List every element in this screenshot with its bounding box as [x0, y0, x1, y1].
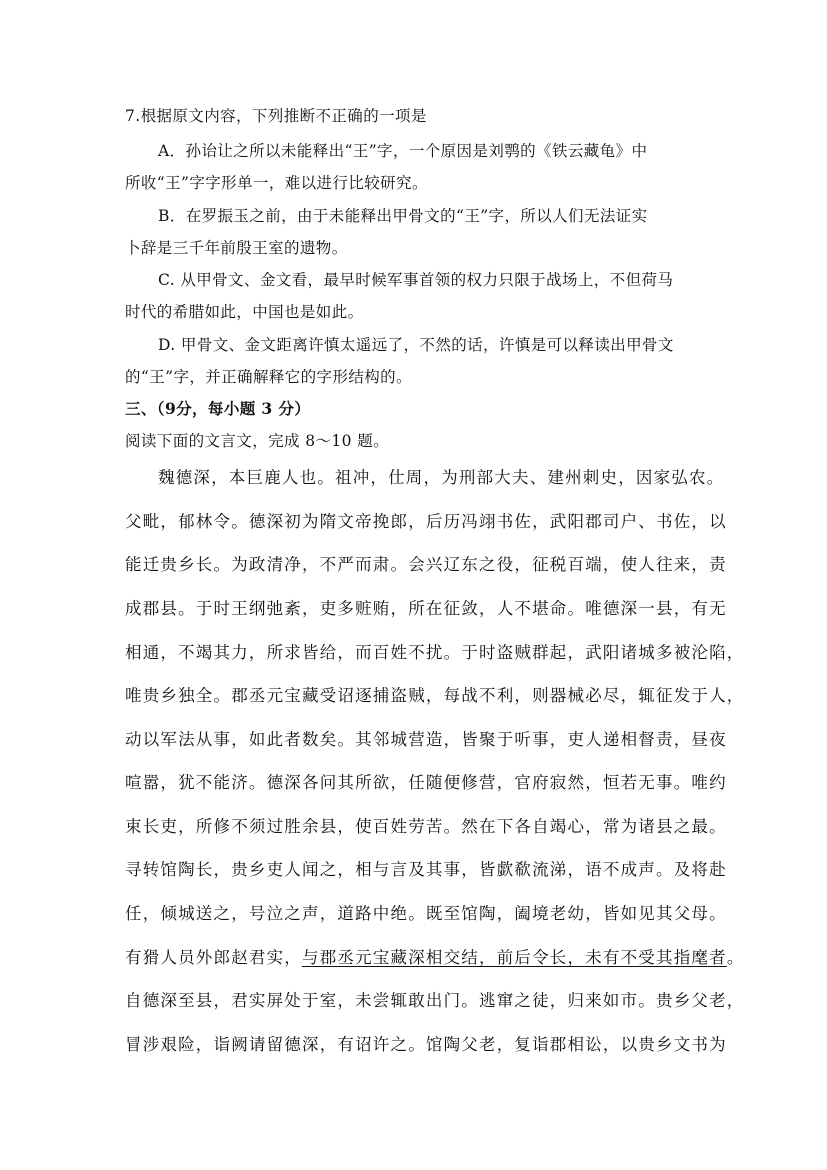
passage-line-11: 任，倾城送之，号泣之声，道路中绝。既至馆陶，阖境老幼，皆如见其父母。 — [125, 904, 727, 923]
passage-line-14: 冒涉艰险，诣阙请留德深，有诏许之。馆陶父老，复诣郡相讼，以贵乡文书为 — [125, 1035, 727, 1054]
option-d-line-1: D. 甲骨文、金文距离许慎太遥远了，不然的话，许慎是可以释读出甲骨文 — [158, 336, 674, 354]
passage-line-4: 成郡县。于时王纲弛紊，吏多赃贿，所在征敛，人不堪命。唯德深一县，有无 — [125, 599, 727, 618]
question-7-stem: 7.根据原文内容，下列推断不正确的一项是 — [125, 107, 427, 125]
passage-line-12-end: 。 — [726, 948, 745, 967]
option-a-line-1: A．孙诒让之所以未能释出“王”字，一个原因是刘鹗的《铁云藏龟》中 — [158, 142, 648, 160]
passage-line-2: 父毗，郁林令。德深初为隋文帝挽郎，后历冯翊书佐，武阳郡司户、书佐，以 — [125, 512, 727, 531]
passage-line-10: 寻转馆陶长，贵乡吏人闻之，相与言及其事，皆歔欷流涕，语不成声。及将赴 — [125, 860, 727, 879]
option-b-line-2: 卜辞是三千年前殷王室的遗物。 — [125, 239, 348, 257]
passage-line-12 — [125, 948, 745, 968]
option-c-line-1: C. 从甲骨文、金文看，最早时候军事首领的权力只限于战场上，不但荷马 — [158, 271, 674, 289]
option-c-line-2: 时代的希腊如此，中国也是如此。 — [125, 303, 364, 321]
passage-line-13: 自德深至县，君实屏处于室，未尝辄敢出门。逃窜之徒，归来如市。贵乡父老， — [125, 991, 745, 1010]
passage-line-12-start: 有猾人员外郎赵君实， — [125, 948, 302, 967]
passage-line-1: 魏德深，本巨鹿人也。祖冲，仕周，为刑部大夫、建州刺史，因家弘农。 — [158, 468, 725, 487]
passage-line-3: 能迁贵乡长。为政清净，不严而肃。会兴辽东之役，征税百端，使人往来，责 — [125, 555, 727, 574]
passage-line-7: 动以军法从事，如此者数矣。其邻城营造，皆聚于听事，吏人递相督责，昼夜 — [125, 730, 727, 749]
option-d-line-2: 的“王”字，并正确解释它的字形结构的。 — [125, 368, 412, 386]
option-a-line-2: 所收“王”字字形单一，难以进行比较研究。 — [125, 174, 428, 192]
passage-line-5: 相通，不竭其力，所求皆给，而百姓不扰。于时盗贼群起，武阳诸城多被沦陷， — [125, 643, 745, 662]
underlined-sentence: 与郡丞元宝藏深相交结，前后令长，未有不受其指麾者 — [302, 948, 727, 967]
passage-line-8: 喧嚣，犹不能济。德深各问其所欲，任随便修营，官府寂然，恒若无事。唯约 — [125, 773, 727, 792]
passage-line-6: 唯贵乡独全。郡丞元宝藏受诏逐捕盗贼，每战不利，则器械必尽，辄征发于人， — [125, 686, 745, 705]
passage-line-9: 束长吏，所修不须过胜余县，使百姓劳苦。然在下各自竭心，常为诸县之最。 — [125, 817, 727, 836]
section-instruction: 阅读下面的文言文，完成 8～10 题。 — [125, 432, 390, 450]
section-heading: 三、（9分，每小题 3 分） — [125, 399, 311, 418]
option-b-line-1: B．在罗振玉之前，由于未能释出甲骨文的“王”字，所以人们无法证实 — [158, 207, 648, 225]
